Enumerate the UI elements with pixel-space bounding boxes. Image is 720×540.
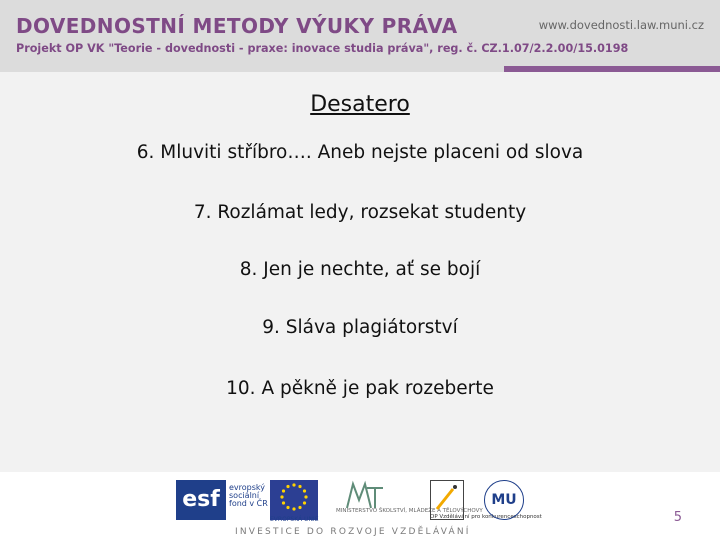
page-number: 5 <box>673 510 682 525</box>
footer-tagline: INVESTICE DO ROZVOJE VZDĚLÁVÁNÍ <box>235 527 471 537</box>
list-item: 10. A pěkně je pak rozeberte <box>226 378 494 399</box>
esf-logo: esf <box>176 480 226 520</box>
msmt-logo <box>345 480 385 520</box>
list-item: 9. Sláva plagiátorství <box>262 317 458 338</box>
eu-logo-text: EVROPSKÁ UNIE <box>270 516 319 523</box>
esf-logo-text: evropský sociální fond v ČR <box>229 483 268 508</box>
eu-stars-icon <box>270 480 318 514</box>
msmt-logo-text: MINISTERSTVO ŠKOLSTVÍ, MLÁDEŽE A TĚLOVÝCHOVY <box>336 508 483 514</box>
header-subtitle: Projekt OP VK "Teorie - dovednosti - praxe: inovace studia práva", reg. č. CZ.1.07/2.2.00/15.0198 <box>16 42 629 55</box>
slide-content <box>0 72 720 472</box>
masaryk-university-seal-icon: MU <box>484 480 524 520</box>
slide-footer <box>0 472 720 540</box>
header-title: DOVEDNOSTNÍ METODY VÝUKY PRÁVA <box>16 14 458 38</box>
slide-header <box>0 0 720 72</box>
list-item: 7. Rozlámat ledy, rozsekat studenty <box>193 202 527 223</box>
slide-title: Desatero <box>310 92 410 117</box>
header-url: www.dovednosti.law.muni.cz <box>538 18 704 32</box>
op-vk-mark-icon <box>431 481 461 517</box>
list-item: 8. Jen je nechte, ať se bojí <box>239 259 481 280</box>
list-item: 6. Mluviti stříbro…. Aneb nejste placeni od slova <box>136 142 584 163</box>
eu-flag-icon <box>270 480 318 520</box>
op-vk-logo-text: OP Vzdělávání pro konkurenceschopnost <box>430 514 542 520</box>
